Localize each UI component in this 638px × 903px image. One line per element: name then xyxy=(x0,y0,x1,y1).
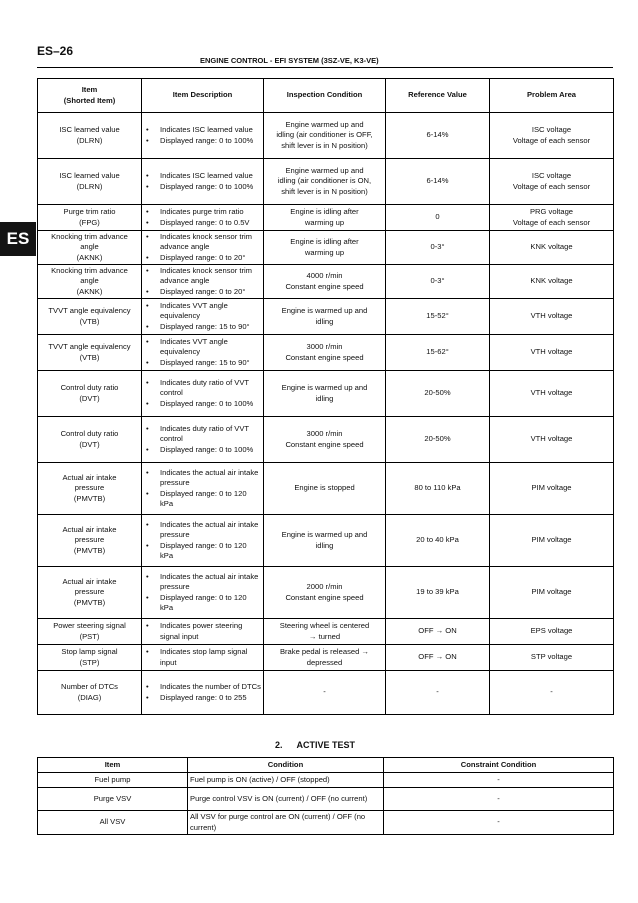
problem-line: Voltage of each sensor xyxy=(512,135,591,145)
description-cell xyxy=(142,645,264,671)
reference-cell: 20 to 40 kPa xyxy=(386,515,490,567)
header-constraint: Constraint Condition xyxy=(384,758,614,773)
item-line: pressure xyxy=(74,587,105,597)
condition-line: 3000 r/min xyxy=(306,429,343,439)
item-cell: All VSV xyxy=(38,811,188,835)
condition-line: idling (air conditioner is ON, xyxy=(277,176,372,186)
constraint-cell: - xyxy=(384,788,614,811)
description-list xyxy=(144,378,261,409)
condition-line: Constant engine speed xyxy=(285,439,364,449)
item-line: (PST) xyxy=(79,631,100,641)
reference-cell: 0 xyxy=(386,205,490,231)
table-row xyxy=(38,113,614,159)
table-row xyxy=(38,671,614,715)
condition-line: 3000 r/min xyxy=(306,342,343,352)
description-bullet: • Indicates the actual air intake pressure xyxy=(144,468,261,489)
header-divider xyxy=(37,67,613,68)
condition-cell xyxy=(264,645,386,671)
condition-line: Engine warmed up and xyxy=(285,166,364,176)
condition-cell xyxy=(264,265,386,299)
item-line: pressure xyxy=(74,483,105,493)
item-line: pressure xyxy=(74,535,105,545)
table-row xyxy=(38,773,614,788)
table-row xyxy=(38,417,614,463)
description-bullet: • Indicates ISC learned value xyxy=(144,125,261,135)
table-row xyxy=(38,463,614,515)
description-bullet: • Displayed range: 0 to 100% xyxy=(144,445,261,455)
item-cell xyxy=(38,671,142,715)
table-row xyxy=(38,231,614,265)
header-condition: Condition xyxy=(188,758,384,773)
reference-cell: 6-14% xyxy=(386,113,490,159)
problem-line: VTH voltage xyxy=(530,311,573,321)
problem-cell xyxy=(490,645,614,671)
header-item-line: Item xyxy=(81,85,98,95)
condition-line: idling (air conditioner is OFF, xyxy=(276,130,373,140)
item-line: angle xyxy=(80,276,99,286)
item-cell xyxy=(38,299,142,335)
problem-line: KNK voltage xyxy=(530,276,573,286)
description-bullet: • Displayed range: 0 to 120 kPa xyxy=(144,541,261,562)
reference-cell: 19 to 39 kPa xyxy=(386,567,490,619)
item-line: (DVT) xyxy=(79,393,100,403)
item-line: Knocking trim advance xyxy=(51,232,128,242)
description-bullet: • Indicates knock sensor trim advance angle xyxy=(144,266,261,287)
description-bullet: • Indicates VVT angle equivalency xyxy=(144,301,261,322)
section-title xyxy=(275,740,369,750)
table-row xyxy=(38,371,614,417)
description-bullet: • Displayed range: 0 to 100% xyxy=(144,182,261,192)
description-list xyxy=(144,572,261,613)
item-line: Power steering signal xyxy=(53,621,126,631)
item-line: Number of DTCs xyxy=(61,682,118,692)
description-bullet: • Indicates duty ratio of VVT control xyxy=(144,378,261,399)
problem-line: ISC voltage xyxy=(531,125,572,135)
table-row xyxy=(38,205,614,231)
header-reference: Reference Value xyxy=(386,79,490,113)
table-header-row xyxy=(38,79,614,113)
condition-line: Constant engine speed xyxy=(285,352,364,362)
condition-line: idling xyxy=(315,393,334,403)
description-bullet: • Indicates duty ratio of VVT control xyxy=(144,424,261,445)
description-cell xyxy=(142,671,264,715)
description-bullet: • Indicates VVT angle equivalency xyxy=(144,337,261,358)
description-cell xyxy=(142,515,264,567)
item-line: Stop lamp signal xyxy=(61,647,118,657)
item-cell xyxy=(38,417,142,463)
item-line: (VTB) xyxy=(79,316,100,326)
item-cell xyxy=(38,159,142,205)
condition-line: 4000 r/min xyxy=(306,271,343,281)
description-cell xyxy=(142,463,264,515)
condition-line: → turned xyxy=(308,631,341,641)
problem-line: EPS voltage xyxy=(530,626,573,636)
condition-line: warming up xyxy=(304,247,345,257)
condition-line: Steering wheel is centered xyxy=(279,621,370,631)
item-line: angle xyxy=(80,242,99,252)
condition-line: Brake pedal is released → xyxy=(279,647,370,657)
header-title: ENGINE CONTROL - EFI SYSTEM (3SZ-VE, K3-VE) xyxy=(200,56,379,65)
table-row xyxy=(38,788,614,811)
condition-line: depressed xyxy=(306,657,343,667)
item-line: Actual air intake xyxy=(62,577,117,587)
description-bullet: • Displayed range: 0 to 0.5V xyxy=(144,218,261,228)
problem-cell xyxy=(490,371,614,417)
condition-line: Engine is idling after xyxy=(290,207,359,217)
description-bullet: • Indicates ISC learned value xyxy=(144,171,261,181)
description-list xyxy=(144,621,261,642)
condition-cell: Purge control VSV is ON (current) / OFF (no current) xyxy=(188,788,384,811)
condition-cell xyxy=(264,417,386,463)
description-bullet: • Displayed range: 15 to 90° xyxy=(144,358,261,368)
description-bullet: • Displayed range: 15 to 90° xyxy=(144,322,261,332)
problem-line: ISC voltage xyxy=(531,171,572,181)
condition-cell xyxy=(264,371,386,417)
table-row xyxy=(38,619,614,645)
description-bullet: • Displayed range: 0 to 100% xyxy=(144,136,261,146)
item-line: (FPG) xyxy=(79,217,100,227)
condition-line: - xyxy=(323,687,326,697)
description-list xyxy=(144,647,261,668)
item-cell xyxy=(38,205,142,231)
description-list xyxy=(144,337,261,368)
problem-cell xyxy=(490,265,614,299)
condition-cell xyxy=(264,619,386,645)
item-line: (DVT) xyxy=(79,439,100,449)
constraint-cell: - xyxy=(384,811,614,835)
condition-line: Engine is warmed up and xyxy=(281,383,368,393)
description-cell xyxy=(142,159,264,205)
item-cell: Purge VSV xyxy=(38,788,188,811)
condition-cell xyxy=(264,335,386,371)
problem-cell xyxy=(490,159,614,205)
item-cell xyxy=(38,335,142,371)
reference-cell: 20-50% xyxy=(386,371,490,417)
condition-line: Engine is stopped xyxy=(294,483,355,493)
item-cell xyxy=(38,265,142,299)
description-cell xyxy=(142,417,264,463)
problem-line: KNK voltage xyxy=(530,242,573,252)
item-cell xyxy=(38,645,142,671)
condition-line: Constant engine speed xyxy=(285,281,364,291)
reference-cell: 15-62° xyxy=(386,335,490,371)
condition-line: Engine is idling after xyxy=(290,237,359,247)
description-bullet: • Displayed range: 0 to 20° xyxy=(144,287,261,297)
table-row xyxy=(38,645,614,671)
header-description: Item Description xyxy=(142,79,264,113)
item-line: (PMVTB) xyxy=(73,545,106,555)
condition-cell: Fuel pump is ON (active) / OFF (stopped) xyxy=(188,773,384,788)
description-list xyxy=(144,301,261,332)
description-bullet: • Displayed range: 0 to 120 kPa xyxy=(144,489,261,510)
item-cell xyxy=(38,515,142,567)
item-line: Control duty ratio xyxy=(60,383,119,393)
reference-cell: 15-52° xyxy=(386,299,490,335)
description-list xyxy=(144,207,261,228)
description-list xyxy=(144,266,261,297)
problem-cell xyxy=(490,515,614,567)
description-cell xyxy=(142,567,264,619)
description-list xyxy=(144,424,261,455)
page-code: ES–26 xyxy=(37,44,74,58)
problem-line: Voltage of each sensor xyxy=(512,181,591,191)
reference-cell: - xyxy=(386,671,490,715)
condition-cell xyxy=(264,463,386,515)
problem-cell xyxy=(490,335,614,371)
problem-line: VTH voltage xyxy=(530,347,573,357)
condition-cell xyxy=(264,231,386,265)
item-line: ISC learned value xyxy=(59,125,120,135)
description-list xyxy=(144,682,261,703)
item-line: Purge trim ratio xyxy=(63,207,116,217)
problem-line: - xyxy=(550,687,553,697)
problem-line: VTH voltage xyxy=(530,388,573,398)
description-bullet: • Displayed range: 0 to 120 kPa xyxy=(144,593,261,614)
description-bullet: • Indicates knock sensor trim advance angle xyxy=(144,232,261,253)
data-list-table xyxy=(37,78,614,715)
reference-cell: OFF → ON xyxy=(386,619,490,645)
problem-cell xyxy=(490,231,614,265)
problem-cell xyxy=(490,417,614,463)
problem-line: PIM voltage xyxy=(531,587,572,597)
description-cell xyxy=(142,619,264,645)
item-cell xyxy=(38,619,142,645)
problem-cell xyxy=(490,299,614,335)
condition-cell xyxy=(264,299,386,335)
item-line: ISC learned value xyxy=(59,171,120,181)
condition-line: shift lever is in N position) xyxy=(281,186,368,196)
description-cell xyxy=(142,205,264,231)
condition-line: Constant engine speed xyxy=(285,592,364,602)
description-cell xyxy=(142,231,264,265)
problem-line: VTH voltage xyxy=(530,434,573,444)
item-cell xyxy=(38,231,142,265)
reference-cell: 80 to 110 kPa xyxy=(386,463,490,515)
item-line: (DLRN) xyxy=(76,135,103,145)
description-list xyxy=(144,232,261,263)
condition-cell xyxy=(264,671,386,715)
problem-cell xyxy=(490,567,614,619)
condition-line: Engine is warmed up and xyxy=(281,306,368,316)
description-bullet: • Displayed range: 0 to 20° xyxy=(144,253,261,263)
item-line: (PMVTB) xyxy=(73,493,106,503)
problem-cell xyxy=(490,619,614,645)
item-cell xyxy=(38,567,142,619)
condition-line: idling xyxy=(315,316,334,326)
description-bullet: • Indicates the number of DTCs xyxy=(144,682,261,692)
reference-cell: 0-3° xyxy=(386,265,490,299)
item-line: Knocking trim advance xyxy=(51,266,128,276)
condition-cell xyxy=(264,159,386,205)
reference-cell: OFF → ON xyxy=(386,645,490,671)
section-number: 2. xyxy=(275,740,283,750)
table-row xyxy=(38,265,614,299)
reference-cell: 0-3° xyxy=(386,231,490,265)
item-line: (AKNK) xyxy=(76,286,103,296)
table-row xyxy=(38,335,614,371)
description-cell xyxy=(142,371,264,417)
description-cell xyxy=(142,299,264,335)
problem-cell xyxy=(490,205,614,231)
description-bullet: • Indicates purge trim ratio xyxy=(144,207,261,217)
description-list xyxy=(144,125,261,146)
description-bullet: • Displayed range: 0 to 100% xyxy=(144,399,261,409)
description-bullet: • Displayed range: 0 to 255 xyxy=(144,693,261,703)
item-line: (DLRN) xyxy=(76,181,103,191)
item-line: TVVT angle equivalency xyxy=(48,306,131,316)
description-bullet: • Indicates the actual air intake pressure xyxy=(144,520,261,541)
item-line: Actual air intake xyxy=(62,525,117,535)
problem-cell xyxy=(490,671,614,715)
header-condition: Inspection Condition xyxy=(264,79,386,113)
reference-cell: 6-14% xyxy=(386,159,490,205)
header-item xyxy=(38,79,142,113)
constraint-cell: - xyxy=(384,773,614,788)
item-line: Actual air intake xyxy=(62,473,117,483)
description-list xyxy=(144,171,261,192)
item-cell xyxy=(38,463,142,515)
section-tab: ES xyxy=(0,222,36,256)
problem-cell xyxy=(490,113,614,159)
header-item: Item xyxy=(38,758,188,773)
description-bullet: • Indicates power steering signal input xyxy=(144,621,261,642)
problem-cell xyxy=(490,463,614,515)
table-row xyxy=(38,567,614,619)
condition-line: warming up xyxy=(304,217,345,227)
table-header-row xyxy=(38,758,614,773)
item-line: Control duty ratio xyxy=(60,429,119,439)
active-test-table xyxy=(37,757,614,835)
item-cell xyxy=(38,113,142,159)
condition-line: Engine warmed up and xyxy=(285,120,364,130)
problem-line: PIM voltage xyxy=(531,483,572,493)
description-list xyxy=(144,520,261,561)
table-row xyxy=(38,299,614,335)
table-row xyxy=(38,811,614,835)
condition-cell xyxy=(264,113,386,159)
problem-line: STP voltage xyxy=(530,652,573,662)
item-line: (VTB) xyxy=(79,352,100,362)
description-cell xyxy=(142,265,264,299)
problem-line: Voltage of each sensor xyxy=(512,217,591,227)
problem-line: PIM voltage xyxy=(531,535,572,545)
problem-line: PRG voltage xyxy=(529,207,574,217)
item-cell: Fuel pump xyxy=(38,773,188,788)
condition-line: 2000 r/min xyxy=(306,582,343,592)
description-cell xyxy=(142,335,264,371)
item-line: (AKNK) xyxy=(76,252,103,262)
section-heading: ACTIVE TEST xyxy=(296,740,356,750)
description-cell xyxy=(142,113,264,159)
condition-line: shift lever is in N position) xyxy=(281,140,368,150)
description-bullet: • Indicates the actual air intake pressure xyxy=(144,572,261,593)
header-problem: Problem Area xyxy=(490,79,614,113)
item-line: TVVT angle equivalency xyxy=(48,342,131,352)
condition-line: idling xyxy=(315,540,334,550)
item-line: (DIAG) xyxy=(77,692,102,702)
condition-cell xyxy=(264,515,386,567)
reference-cell: 20-50% xyxy=(386,417,490,463)
table-row xyxy=(38,159,614,205)
item-line: (PMVTB) xyxy=(73,597,106,607)
condition-cell: All VSV for purge control are ON (current) / OFF (no current) xyxy=(188,811,384,835)
description-list xyxy=(144,468,261,509)
item-cell xyxy=(38,371,142,417)
header-item-line: (Shorted Item) xyxy=(63,95,116,105)
table-row xyxy=(38,515,614,567)
condition-cell xyxy=(264,567,386,619)
condition-line: Engine is warmed up and xyxy=(281,530,368,540)
description-bullet: • Indicates stop lamp signal input xyxy=(144,647,261,668)
item-line: (STP) xyxy=(79,657,100,667)
condition-cell xyxy=(264,205,386,231)
